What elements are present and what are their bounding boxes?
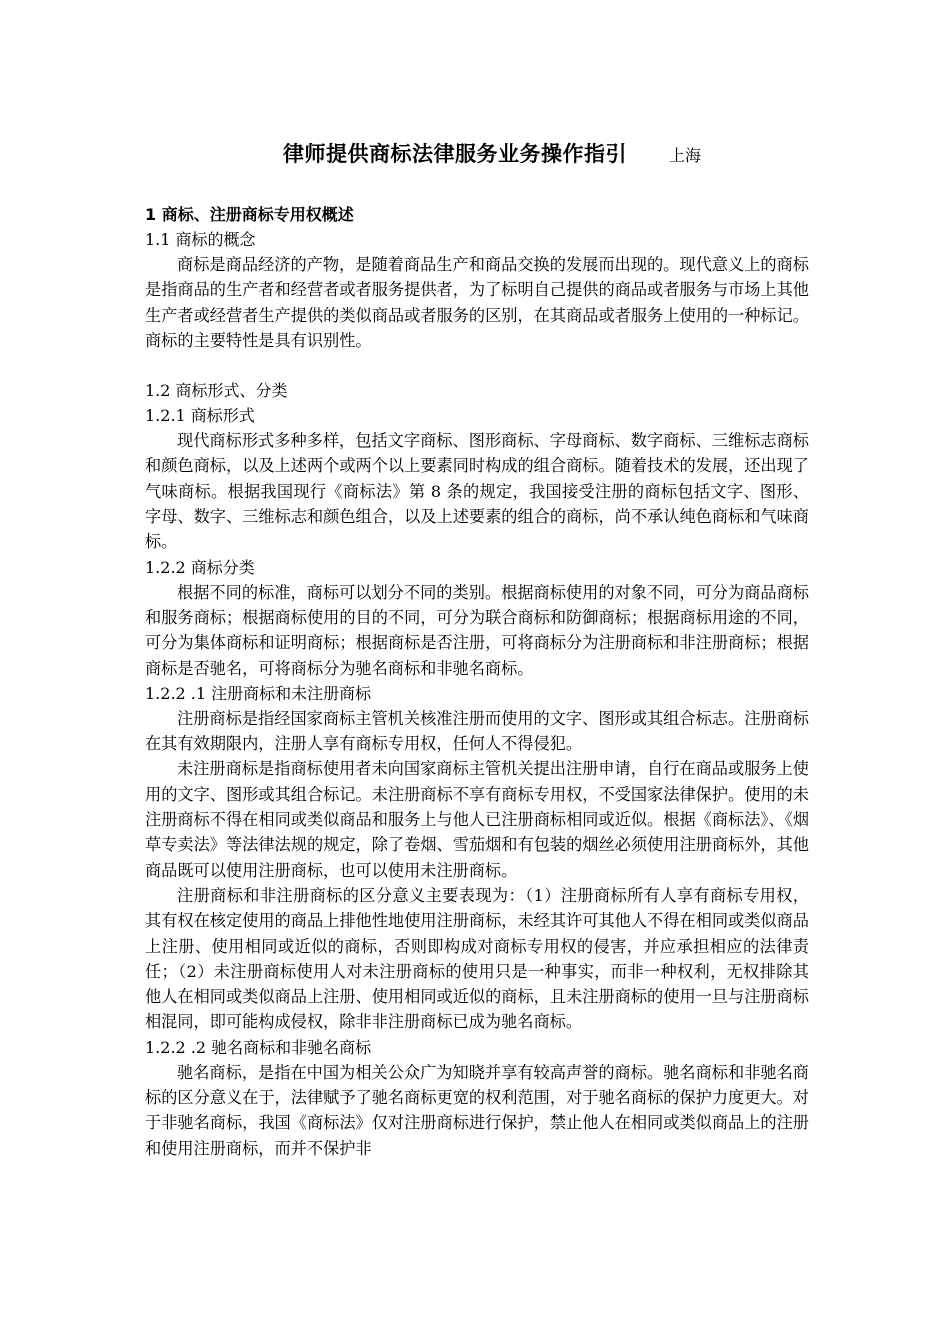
section-1-heading: 1 商标、注册商标专用权概述 [145,205,354,224]
section-1-2-2-2-heading: 1.2.2 .2 驰名商标和非驰名商标 [145,1037,372,1057]
section-1-2-2-2-paragraph: 驰名商标，是指在中国为相关公众广为知晓并享有较高声誉的商标。驰名商标和非驰名商标的区分意义在于，法律赋予了驰名商标更宽的权利范围，对于驰名商标的保护力度更大。对于非驰名商标，我国《商标法》仅对注册商标进行保护，禁止他人在相同或类似商品上的注册和使用注册商标，而并不保护非 [145,1062,809,1158]
blank-line [145,353,809,378]
title-tag: 上海 [668,146,701,165]
section-1-2-2-1-heading: 1.2.2 .1 注册商标和未注册商标 [145,683,372,703]
title-row [175,134,809,174]
document-page [145,134,809,1161]
section-1-2-1-paragraph: 现代商标形式多种多样，包括文字商标、图形商标、字母商标、数字商标、三维标志商标和颜色商标，以及上述两个或两个以上要素同时构成的组合商标。随着技术的发展，还出现了气味商标。根据我国现行《商标法》第 8 条的规定，我国接受注册的商标包括文字、图形、字母、数字、三维标志和颜色组合，以及上述要素的组合的商标，尚不承认纯色商标和气味商标。 [145,431,809,552]
section-1-2-2-1-paragraph-3: 注册商标和非注册商标的区分意义主要表现为：（1）注册商标所有人享有商标专用权，其有权在核定使用的商品上排他性地使用注册商标，未经其许可其他人不得在相同或类似商品上注册、使用相同或近似的商标，否则即构成对商标专用权的侵害，并应承担相应的法律责任；（2）未注册商标使用人对未注册商标的使用只是一种事实，而非一种权利，无权排除其他人在相同或类似商品上注册、使用相同或近似的商标，且未注册商标的使用一旦与注册商标相混同，即可能构成侵权，除非非注册商标已成为驰名商标。 [145,885,809,1032]
section-1-2-heading: 1.2 商标形式、分类 [145,381,288,401]
section-1-2-2-1-paragraph-1: 注册商标是指经国家商标主管机关核准注册而使用的文字、图形或其组合标志。注册商标在其有效期限内，注册人享有商标专用权，任何人不得侵犯。 [145,708,809,754]
section-1-2-2-1-paragraph-2: 未注册商标是指商标使用者未向国家商标主管机关提出注册申请，自行在商品或服务上使用的文字、图形或其组合标记。未注册商标不享有商标专用权，不受国家法律保护。使用的未注册商标不得在相同或类似商品和服务上与他人已注册商标相同或近似。根据《商标法》、《烟草专卖法》等法律法规的规定，除了卷烟、雪茄烟和有包装的烟丝必须使用注册商标外，其他商品既可以使用注册商标，也可以使用未注册商标。 [145,759,809,880]
section-1-2-2-paragraph: 根据不同的标准，商标可以划分不同的类别。根据商标使用的对象不同，可分为商品商标和服务商标；根据商标使用的目的不同，可分为联合商标和防御商标；根据商标用途的不同，可分为集体商标和证明商标；根据商标是否注册，可将商标分为注册商标和非注册商标；根据商标是否驰名，可将商标分为驰名商标和非驰名商标。 [145,582,809,678]
section-1-1-paragraph: 商标是商品经济的产物，是随着商品生产和商品交换的发展而出现的。现代意义上的商标是指商品的生产者和经营者或者服务提供者，为了标明自己提供的商品或者服务与市场上其他生产者或经营者生产提供的类似商品或者服务的区别，在其商品或者服务上使用的一种标记。商标的主要特性是具有识别性。 [145,255,809,350]
document-title: 律师提供商标法律服务业务操作指引 [282,142,627,166]
section-1-2-1-heading: 1.2.1 商标形式 [145,406,255,426]
section-1-2-2-heading: 1.2.2 商标分类 [145,557,255,577]
section-1-1-heading: 1.1 商标的概念 [145,230,256,249]
